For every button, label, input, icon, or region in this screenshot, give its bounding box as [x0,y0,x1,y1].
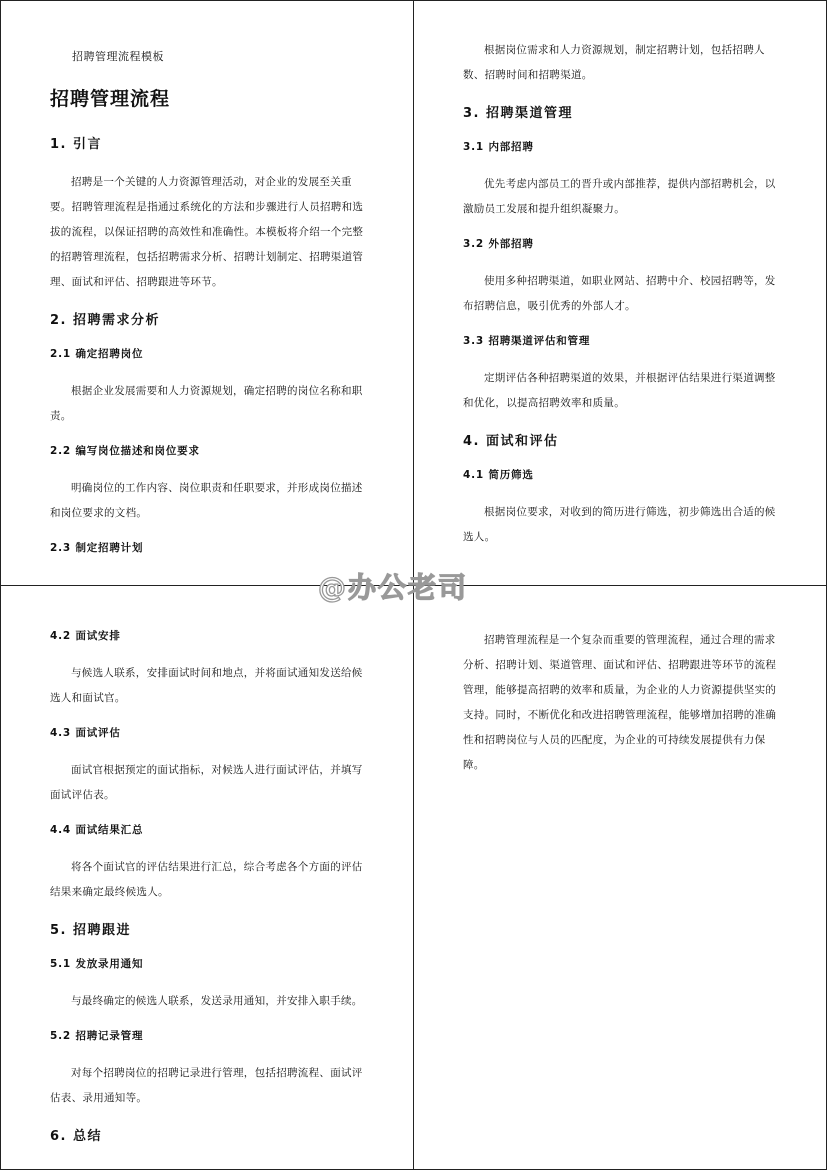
section-4-heading: 4. 面试和评估 [463,434,559,449]
page-3 [50,628,370,1162]
doc-title: 招聘管理流程 [50,88,171,110]
section-3-2-text: 使用多种招聘渠道，如职业网站、招聘中介、校园招聘等，发布招聘信息，吸引优秀的外部人才。 [463,275,776,312]
section-1-text: 招聘是一个关键的人力资源管理活动，对企业的发展至关重要。招聘管理流程是指通过系统化的方法和步骤进行人员招聘和选拔的流程，以保证招聘的高效性和准确性。本模板将介绍一个完整的招聘管理流程，包括招聘需求分析、招聘计划制定、招聘渠道管理、面试和评估、招聘跟进等环节。 [50,176,364,288]
section-5-2-text: 对每个招聘岗位的招聘记录进行管理，包括招聘流程、面试评估表、录用通知等。 [50,1067,363,1104]
section-4-3-heading: 4.3 面试评估 [50,727,121,739]
section-3-3-heading: 3.3 招聘渠道评估和管理 [463,335,591,347]
section-4-4-text: 将各个面试官的评估结果进行汇总，综合考虑各个方面的评估结果来确定最终候选人。 [50,861,363,898]
section-4-2-text: 与候选人联系，安排面试时间和地点，并将面试通知发送给候选人和面试官。 [50,667,363,704]
page-1 [50,38,370,573]
page-4 [463,628,783,792]
section-5-2-heading: 5.2 招聘记录管理 [50,1030,144,1042]
doc-caption: 招聘管理流程模板 [72,50,164,63]
page-2 [463,38,783,564]
section-5-1-text: 与最终确定的候选人联系，发送录用通知，并安排入职手续。 [71,995,363,1007]
watermark-logo: @办公老司 [318,571,469,604]
section-2-3-heading: 2.3 制定招聘计划 [50,542,144,554]
section-2-2-text: 明确岗位的工作内容、岗位职责和任职要求，并形成岗位描述和岗位要求的文档。 [50,482,363,519]
section-2-1-text: 根据企业发展需要和人力资源规划，确定招聘的岗位名称和职责。 [50,385,363,422]
section-3-3-text: 定期评估各种招聘渠道的效果，并根据评估结果进行渠道调整和优化，以提高招聘效率和质量。 [463,372,776,409]
section-2-3-text: 根据岗位需求和人力资源规划，制定招聘计划，包括招聘人数、招聘时间和招聘渠道。 [463,44,765,81]
section-3-2-heading: 3.2 外部招聘 [463,238,534,250]
section-4-3-text: 面试官根据预定的面试指标，对候选人进行面试评估，并填写面试评估表。 [50,764,363,801]
section-2-2-heading: 2.2 编写岗位描述和岗位要求 [50,445,200,457]
section-2-1-heading: 2.1 确定招聘岗位 [50,348,144,360]
section-5-1-heading: 5.1 发放录用通知 [50,958,144,970]
section-6-heading: 6. 总结 [50,1129,103,1144]
section-4-2-heading: 4.2 面试安排 [50,630,121,642]
section-3-heading: 3. 招聘渠道管理 [463,106,574,121]
section-6-text: 招聘管理流程是一个复杂而重要的管理流程，通过合理的需求分析、招聘计划、渠道管理、面试和评估、招聘跟进等环节的流程管理，能够提高招聘的效率和质量，为企业的人力资源提供坚实的支持。同时，不断优化和改进招聘管理流程，能够增加招聘的准确性和招聘岗位与人员的匹配度，为企业的可持续发展提供有力保障。 [463,634,777,771]
section-1-heading: 1. 引言 [50,137,103,152]
section-2-heading: 2. 招聘需求分析 [50,313,161,328]
section-3-1-text: 优先考虑内部员工的晋升或内部推荐，提供内部招聘机会，以激励员工发展和提升组织凝聚力。 [463,178,776,215]
section-4-4-heading: 4.4 面试结果汇总 [50,824,144,836]
section-5-heading: 5. 招聘跟进 [50,923,132,938]
section-3-1-heading: 3.1 内部招聘 [463,141,534,153]
section-4-1-text: 根据岗位要求，对收到的简历进行筛选，初步筛选出合适的候选人。 [463,506,776,543]
section-4-1-heading: 4.1 简历筛选 [463,469,534,481]
